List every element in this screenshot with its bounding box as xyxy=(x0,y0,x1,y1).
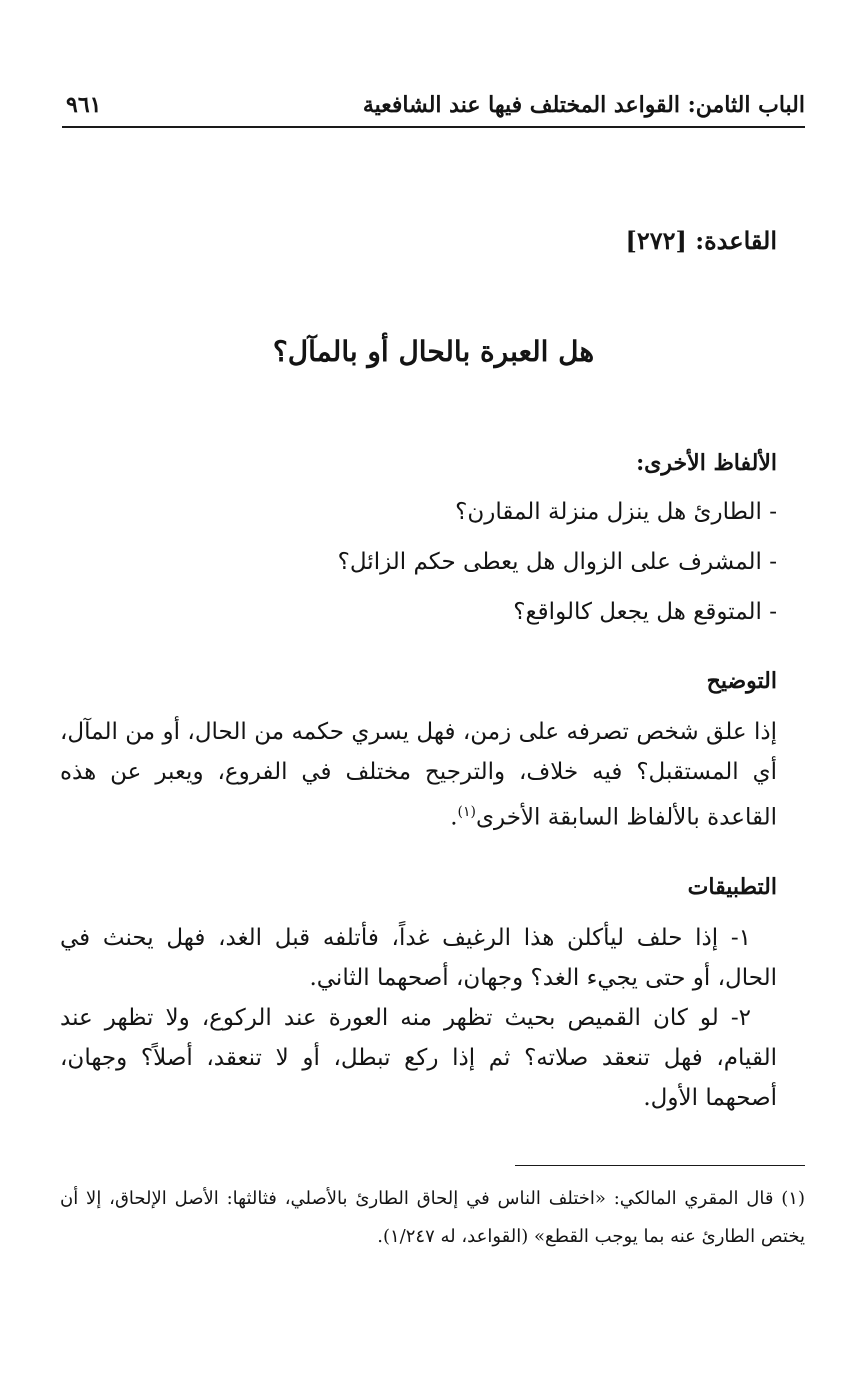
alternative-phrasings-list xyxy=(338,492,777,642)
application-item: ١- إذا حلف ليأكلن هذا الرغيف غداً، فأتلفه قبل الغد، فهل يحنث في الحال، أو حتى يجيء الغد؟ وجهان، أصحهما الثاني. xyxy=(60,925,777,991)
alternative-phrasings-heading: الألفاظ الأخرى: xyxy=(636,450,777,476)
list-item: - المتوقع هل يجعل كالواقع؟ xyxy=(513,599,777,625)
footnote-reference: (١) xyxy=(457,804,477,820)
rule-question-title: هل العبرة بالحال أو بالمآل؟ xyxy=(272,335,595,368)
running-header xyxy=(62,90,805,128)
explanation-heading: التوضيح xyxy=(706,668,777,694)
explanation-text: إذا علق شخص تصرفه على زمن، فهل يسري حكمه من الحال، أو من المآل، أي المستقبل؟ فيه خلاف، والترجيح مختلف في الفروع، ويعبر عن هذه القاعدة بالألفاظ السابقة الأخرى xyxy=(60,719,777,831)
page-number: ٩٦١ xyxy=(66,92,102,118)
list-item: - الطارئ هل ينزل منزلة المقارن؟ xyxy=(455,499,777,525)
applications-heading: التطبيقات xyxy=(687,874,777,900)
applications-list xyxy=(60,918,777,1118)
list-item: - المشرف على الزوال هل يعطى حكم الزائل؟ xyxy=(337,549,777,575)
footnote-text: (١) قال المقري المالكي: «اختلف الناس في إلحاق الطارئ بالأصلي، فثالثها: الأصل الإلحاق، إلا أن يختص الطارئ عنه بما يوجب القطع» (القواعد، له ١/٢٤٧). xyxy=(60,1188,805,1247)
chapter-title: الباب الثامن: القواعد المختلف فيها عند الشافعية xyxy=(362,92,805,118)
explanation-paragraph xyxy=(60,712,777,838)
footnote xyxy=(60,1180,805,1256)
footnote-divider xyxy=(515,1165,805,1166)
explanation-end: . xyxy=(450,804,458,831)
rule-number-label: القاعدة: [٢٧٢] xyxy=(625,226,777,255)
application-item: ٢- لو كان القميص بحيث تظهر منه العورة عند الركوع، ولا تظهر عند القيام، فهل تنعقد صلاته؟ ثم إذا ركع تبطل، أو لا تنعقد، أصلاً؟ وجهان، أصحهما الأول. xyxy=(60,1005,777,1111)
